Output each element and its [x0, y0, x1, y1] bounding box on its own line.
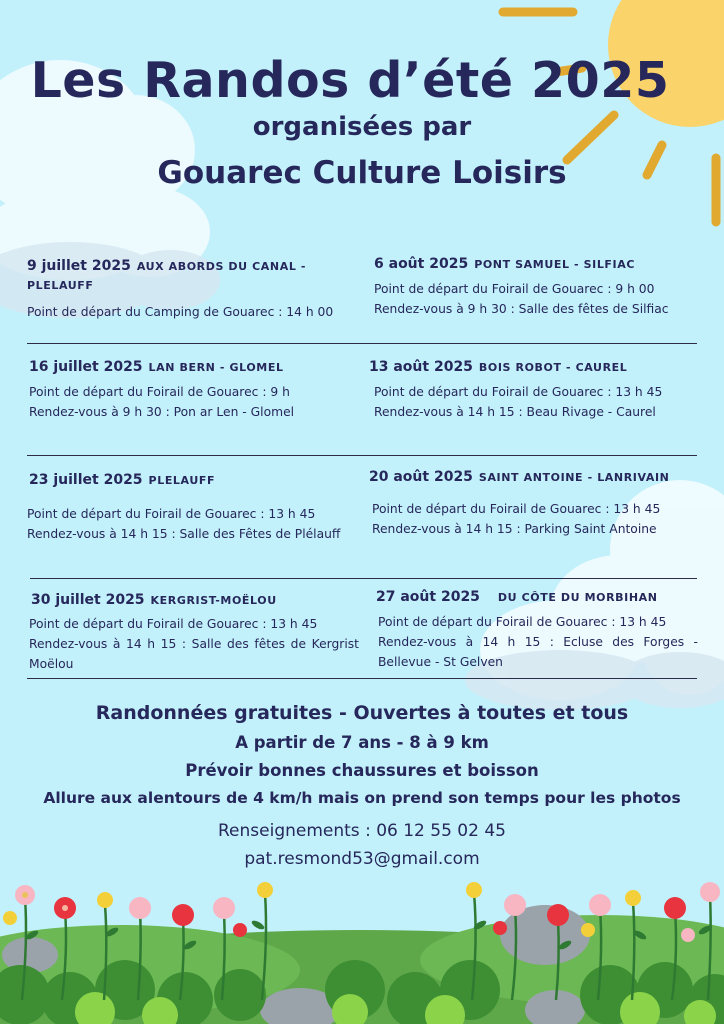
event-line: Rendez-vous à 9 h 30 : Salle des fêtes de Silfiac	[374, 302, 669, 316]
event-card	[376, 586, 698, 672]
row-divider	[27, 343, 697, 344]
event-line: Point de départ du Foirail de Gouarec : 13 h 45	[29, 617, 318, 631]
event-line: Point de départ du Foirail de Gouarec : 13 h 45	[378, 615, 667, 629]
event-place: LAN BERN - GLOMEL	[148, 361, 284, 374]
event-line: Rendez-vous à 14 h 15 : Salle des Fêtes de Plélauff	[27, 527, 341, 541]
event-place: DU CÔTE DU MORBIHAN	[497, 591, 658, 604]
event-date: 23 juillet 2025	[29, 472, 143, 488]
info-age-distance: A partir de 7 ans - 8 à 9 km	[235, 733, 489, 752]
page-title: Les Randos d’été 2025	[30, 52, 670, 109]
event-line: Point de départ du Foirail de Gouarec : 13 h 45	[374, 385, 663, 399]
organizer-name: Gouarec Culture Loisirs	[157, 155, 567, 191]
event-place: PLELAUFF	[148, 474, 216, 487]
event-line: Point de départ du Foirail de Gouarec : 9 h 00	[374, 282, 655, 296]
event-place: BOIS ROBOT - CAUREL	[478, 361, 628, 374]
event-card	[31, 589, 361, 674]
info-pace: Allure aux alentours de 4 km/h mais on prend son temps pour les photos	[43, 789, 681, 807]
event-line: Rendez-vous à 14 h 15 : Salle des fêtes de Kergrist Moëlou	[29, 637, 359, 671]
event-date: 6 août 2025	[374, 256, 469, 272]
event-line: Point de départ du Foirail de Gouarec : 13 h 45	[372, 502, 661, 516]
info-free-open: Randonnées gratuites - Ouvertes à toutes et tous	[95, 702, 629, 724]
event-card	[369, 356, 699, 422]
landscape-illustration	[0, 882, 724, 1024]
event-date: 30 juillet 2025	[31, 592, 145, 608]
event-line: Rendez-vous à 14 h 15 : Ecluse des Forges - Bellevue - St Gelven	[378, 635, 698, 669]
event-card	[29, 356, 359, 422]
event-card	[369, 466, 699, 539]
event-card	[27, 255, 362, 322]
event-line: Rendez-vous à 14 h 15 : Beau Rivage - Caurel	[374, 405, 656, 419]
event-place: KERGRIST-MOËLOU	[150, 594, 277, 607]
row-divider	[27, 455, 697, 456]
contact-phone[interactable]: Renseignements : 06 12 55 02 45	[218, 821, 506, 841]
event-place: PONT SAMUEL - SILFIAC	[474, 258, 636, 271]
event-line: Rendez-vous à 14 h 15 : Parking Saint Antoine	[372, 522, 657, 536]
contact-email[interactable]: pat.resmond53@gmail.com	[244, 849, 480, 869]
event-date: 13 août 2025	[369, 359, 473, 375]
event-line: Rendez-vous à 9 h 30 : Pon ar Len - Glomel	[29, 405, 295, 419]
info-equipment: Prévoir bonnes chaussures et boisson	[185, 761, 539, 780]
event-date: 20 août 2025	[369, 469, 473, 485]
event-card	[29, 469, 364, 544]
event-date: 9 juillet 2025	[27, 258, 131, 274]
event-card	[374, 253, 699, 319]
row-divider	[27, 678, 697, 679]
event-line: Point de départ du Camping de Gouarec : 14 h 00	[27, 305, 334, 319]
event-date: 16 juillet 2025	[29, 359, 143, 375]
subtitle-organized-by: organisées par	[252, 112, 472, 142]
event-line: Point de départ du Foirail de Gouarec : 9 h	[29, 385, 290, 399]
row-divider	[30, 578, 697, 579]
event-place: SAINT ANTOINE - LANRIVAIN	[478, 471, 670, 484]
event-date: 27 août 2025	[376, 589, 480, 605]
event-line: Point de départ du Foirail de Gouarec : 13 h 45	[27, 507, 316, 521]
event-place: AUX ABORDS DU CANAL - PLELAUFF	[27, 260, 307, 292]
